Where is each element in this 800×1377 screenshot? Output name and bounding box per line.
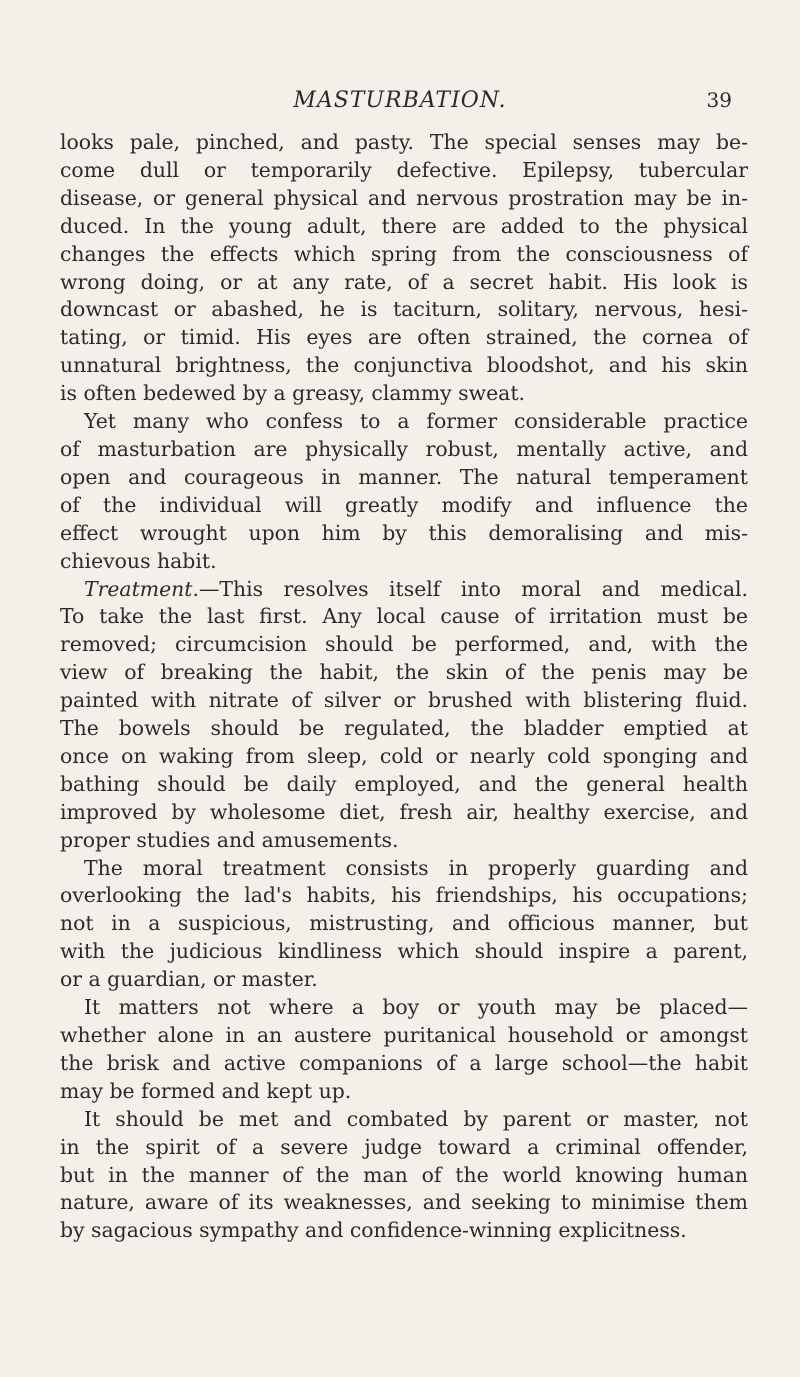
text-line: To take the last first. Any local cause of irritation must be bbox=[60, 604, 748, 629]
text-line: unnatural brightness, the conjunctiva bloodshot, and his skin bbox=[60, 353, 748, 378]
text-line: Yet many who confess to a former considerable practice bbox=[84, 409, 748, 434]
text-line: wrong doing, or at any rate, of a secret habit. His look is bbox=[60, 269, 748, 294]
text-line: proper studies and amusements. bbox=[60, 827, 399, 852]
text-line: downcast or abashed, he is taciturn, solitary, nervous, hesi- bbox=[60, 297, 748, 322]
text-line: painted with nitrate of silver or brushed with blistering fluid. bbox=[60, 688, 748, 713]
text-line: the brisk and active companions of a large school—the habit bbox=[60, 1050, 748, 1075]
text-line: changes the effects which spring from the consciousness of bbox=[60, 241, 748, 266]
text-line: by sagacious sympathy and confidence-winning explicitness. bbox=[60, 1218, 687, 1243]
text-line: nature, aware of its weaknesses, and seeking to minimise them bbox=[60, 1190, 748, 1215]
text-line: overlooking the lad's habits, his friendships, his occupations; bbox=[60, 883, 748, 908]
text-line: looks pale, pinched, and pasty. The special senses may be- bbox=[60, 130, 748, 154]
text-line: disease, or general physical and nervous prostration may be in- bbox=[60, 185, 748, 210]
text-line: The bowels should be regulated, the bladder emptied at bbox=[60, 716, 748, 741]
text-line: is often bedewed by a greasy, clammy sweat. bbox=[60, 381, 526, 406]
treatment-line bbox=[60, 576, 748, 604]
text-line: once on waking from sleep, cold or nearly cold sponging and bbox=[60, 743, 748, 768]
page-number: 39 bbox=[706, 88, 732, 112]
body-text bbox=[60, 129, 748, 1245]
treatment-line-text: —This resolves itself into moral and medical. bbox=[198, 576, 748, 601]
text-line: but in the manner of the man of the world knowing human bbox=[60, 1162, 748, 1187]
text-line: view of breaking the habit, the skin of the penis may be bbox=[60, 660, 748, 685]
text-line: It should be met and combated by parent or master, not bbox=[84, 1106, 748, 1131]
text-line: bathing should be daily employed, and the general health bbox=[60, 771, 748, 796]
text-line: in the spirit of a severe judge toward a criminal offender, bbox=[60, 1134, 748, 1159]
text-line: or a guardian, or master. bbox=[60, 967, 318, 992]
text-line: open and courageous in manner. The natural temperament bbox=[60, 464, 748, 489]
text-line: chievous habit. bbox=[60, 548, 217, 573]
text-line: may be formed and kept up. bbox=[60, 1078, 352, 1103]
treatment-heading: Treatment. bbox=[84, 576, 199, 601]
text-line: improved by wholesome diet, fresh air, healthy exercise, and bbox=[60, 799, 748, 824]
text-line: tating, or timid. His eyes are often strained, the cornea of bbox=[60, 325, 748, 350]
text-line: duced. In the young adult, there are added to the physical bbox=[60, 213, 748, 238]
text-line: of the individual will greatly modify and influence the bbox=[60, 492, 748, 517]
text-line: whether alone in an austere puritanical household or amongst bbox=[60, 1023, 748, 1047]
text-line: removed; circumcision should be performed, and, with the bbox=[60, 632, 748, 657]
text-line: with the judicious kindliness which should inspire a parent, bbox=[60, 939, 748, 964]
text-line: of masturbation are physically robust, mentally active, and bbox=[60, 436, 748, 461]
text-line: not in a suspicious, mistrusting, and officious manner, but bbox=[60, 911, 748, 936]
text-line: The moral treatment consists in properly guarding and bbox=[84, 855, 748, 880]
text-line: It matters not where a boy or youth may be placed— bbox=[84, 995, 748, 1020]
text-line: effect wrought upon him by this demoralising and mis- bbox=[60, 520, 748, 545]
running-head bbox=[60, 88, 740, 122]
text-line: come dull or temporarily defective. Epilepsy, tubercular bbox=[60, 157, 748, 182]
running-title: MASTURBATION. bbox=[293, 88, 507, 113]
